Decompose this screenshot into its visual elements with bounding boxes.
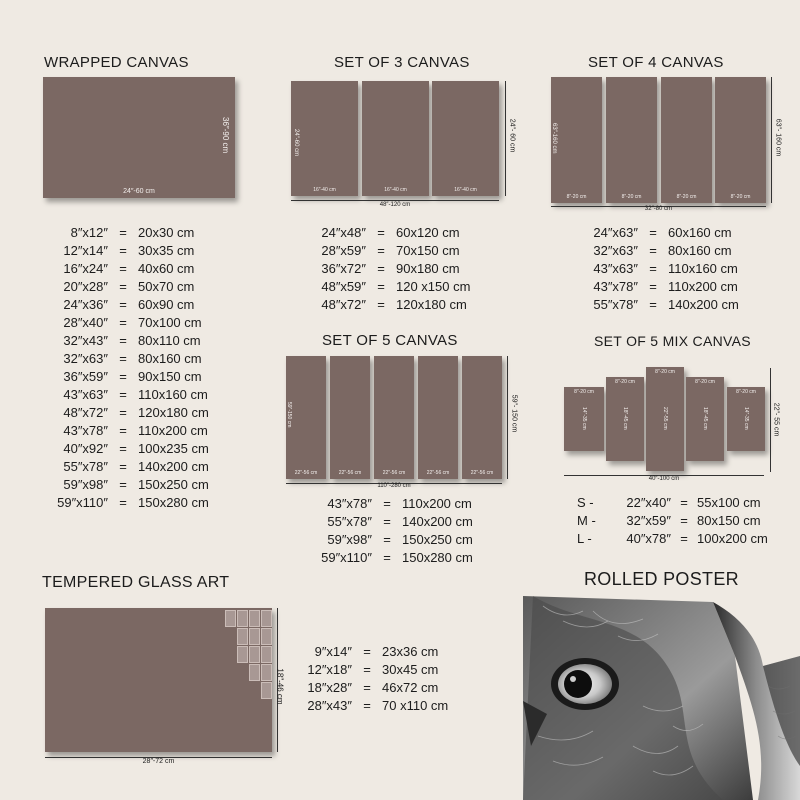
size-row xyxy=(304,643,448,661)
set3-width-label: 48″-120 cm xyxy=(379,202,411,208)
size-inches: 55″x78″ xyxy=(63,459,108,474)
wrapped-canvas-title: WRAPPED CANVAS xyxy=(44,54,189,71)
size-cm: 30x35 cm xyxy=(138,243,195,258)
size-cm: 100x200 cm xyxy=(697,531,768,546)
equals-sign: = xyxy=(377,279,385,294)
size-inches: 43″x78″ xyxy=(593,279,638,294)
size-code: S - xyxy=(577,495,594,510)
size-inches: 12″x14″ xyxy=(63,243,108,258)
size-row xyxy=(590,224,739,242)
size-row xyxy=(318,224,470,242)
size-inches: 16″x24″ xyxy=(63,261,108,276)
size-cm: 30x45 cm xyxy=(382,662,439,677)
size-row xyxy=(304,697,448,715)
size-row xyxy=(56,242,209,260)
equals-sign: = xyxy=(119,315,127,330)
size-cm: 80x160 cm xyxy=(668,243,732,258)
glass-size-list xyxy=(304,643,448,715)
size-inches: 36″x59″ xyxy=(63,369,108,384)
size-row xyxy=(590,296,739,314)
size-cm: 150x250 cm xyxy=(402,532,473,547)
size-cm: 60x120 cm xyxy=(396,225,460,240)
size-inches: 48″x72″ xyxy=(321,297,366,312)
size-row xyxy=(577,494,768,512)
size-row xyxy=(590,242,739,260)
equals-sign: = xyxy=(363,644,371,659)
set4-panel-label: 8″-20 cm xyxy=(730,194,751,200)
set3-width-line xyxy=(291,200,499,201)
set5mix-top-label: 8″-20 cm xyxy=(574,389,594,395)
equals-sign: = xyxy=(680,531,688,546)
set5mix-side-label: 14″-35 cm xyxy=(581,407,587,430)
set4-panel-1 xyxy=(551,77,602,203)
equals-sign: = xyxy=(383,532,391,547)
size-inches: 24″x36″ xyxy=(63,297,108,312)
size-cm: 80x160 cm xyxy=(138,351,202,366)
glass-reflection-tile xyxy=(237,610,248,627)
equals-sign: = xyxy=(383,550,391,565)
size-row xyxy=(56,422,209,440)
size-cm: 140x200 cm xyxy=(402,514,473,529)
size-row xyxy=(56,260,209,278)
size-cm: 110x200 cm xyxy=(138,423,208,438)
size-cm: 100x235 cm xyxy=(138,441,209,456)
set5mix-title: SET OF 5 MIX CANVAS xyxy=(594,333,751,349)
set3-panel-3 xyxy=(432,81,499,196)
size-cm: 70 x110 cm xyxy=(382,698,449,713)
glass-panel xyxy=(45,608,272,752)
set4-width-label: 32″-80 cm xyxy=(644,206,673,212)
size-inches: 43″x63″ xyxy=(593,261,638,276)
equals-sign: = xyxy=(649,297,657,312)
size-inches: 43″x78″ xyxy=(327,496,372,511)
size-inches: 59″x98″ xyxy=(327,532,372,547)
glass-title: TEMPERED GLASS ART xyxy=(42,574,230,591)
set5-panel-4 xyxy=(418,356,458,479)
set5-panel-3 xyxy=(374,356,414,479)
size-cm: 150x280 cm xyxy=(138,495,209,510)
set5-panel-2 xyxy=(330,356,370,479)
size-row xyxy=(56,314,209,332)
size-cm: 70x100 cm xyxy=(138,315,202,330)
size-row xyxy=(314,531,473,549)
set3-height-line xyxy=(505,81,506,196)
size-row xyxy=(314,513,473,531)
size-row xyxy=(318,278,470,296)
set3-height-label: 24″- 60 cm xyxy=(508,118,516,153)
set4-panel-2 xyxy=(606,77,657,203)
set5mix-top-label: 8″-20 cm xyxy=(695,379,715,385)
glass-reflection-tile xyxy=(261,628,272,645)
set5-height-label: 59″- 150 cm xyxy=(510,394,518,433)
size-cm: 55x100 cm xyxy=(697,495,761,510)
size-row xyxy=(56,350,209,368)
wrapped-width-label: 24″-60 cm xyxy=(123,188,155,195)
set3-title: SET OF 3 CANVAS xyxy=(334,54,470,71)
glass-reflection-tile xyxy=(249,610,260,627)
wrapped-size-list xyxy=(56,224,209,512)
equals-sign: = xyxy=(119,387,127,402)
glass-reflection-tile xyxy=(237,628,248,645)
set5mix-side-label: 22″-55 cm xyxy=(662,407,668,430)
set5mix-height-label: 22″- 55 cm xyxy=(772,402,780,437)
set5mix-size-list xyxy=(577,494,768,548)
glass-reflection-tile xyxy=(261,664,272,681)
wrapped-height-label: 36″-90 cm xyxy=(221,117,230,154)
size-cm: 150x280 cm xyxy=(402,550,473,565)
size-cm: 120x180 cm xyxy=(138,405,209,420)
set4-panel-label: 8″-20 cm xyxy=(621,194,642,200)
size-row xyxy=(56,224,209,242)
size-cm: 40x60 cm xyxy=(138,261,195,276)
set3-panel-1 xyxy=(291,81,358,196)
size-inches: 59″x110″ xyxy=(57,495,108,510)
equals-sign: = xyxy=(383,514,391,529)
size-inches: 59″x110″ xyxy=(321,550,372,565)
size-row xyxy=(318,296,470,314)
set3-side-label: 24″-60 cm xyxy=(293,129,299,157)
size-row xyxy=(590,260,739,278)
size-cm: 140x200 cm xyxy=(668,297,739,312)
set5mix-side-label: 14″-35 cm xyxy=(743,407,749,430)
owl-poster-illustration xyxy=(523,596,800,800)
set3-panel-label: 16″-40 cm xyxy=(454,187,477,193)
size-row xyxy=(304,661,448,679)
equals-sign: = xyxy=(119,405,127,420)
equals-sign: = xyxy=(119,423,127,438)
equals-sign: = xyxy=(377,261,385,276)
size-inches: 12″x18″ xyxy=(307,662,352,677)
equals-sign: = xyxy=(119,495,127,510)
equals-sign: = xyxy=(680,513,688,528)
size-inches: 22″x40″ xyxy=(626,495,671,510)
equals-sign: = xyxy=(119,261,127,276)
size-inches: 9″x14″ xyxy=(314,644,352,659)
size-row xyxy=(56,332,209,350)
size-cm: 23x36 cm xyxy=(382,644,439,659)
equals-sign: = xyxy=(363,698,371,713)
size-code: M - xyxy=(577,513,596,528)
size-inches: 55″x78″ xyxy=(593,297,638,312)
size-inches: 32″x63″ xyxy=(63,351,108,366)
size-cm: 110x160 cm xyxy=(138,387,208,402)
set5mix-top-label: 8″-20 cm xyxy=(736,389,756,395)
set5-panel-label: 22″-56 cm xyxy=(426,470,450,476)
size-inches: 32″x59″ xyxy=(626,513,671,528)
set5mix-panel-5 xyxy=(727,387,765,451)
equals-sign: = xyxy=(649,261,657,276)
size-cm: 50x70 cm xyxy=(138,279,195,294)
equals-sign: = xyxy=(377,243,385,258)
size-inches: 55″x78″ xyxy=(327,514,372,529)
size-cm: 80x150 cm xyxy=(697,513,761,528)
size-inches: 36″x72″ xyxy=(321,261,366,276)
size-row xyxy=(56,440,209,458)
set4-height-line xyxy=(771,77,772,203)
size-cm: 120x180 cm xyxy=(396,297,467,312)
set3-panel-label: 16″-40 cm xyxy=(384,187,407,193)
glass-height-label: 18″-46 cm xyxy=(275,668,285,705)
set5-title: SET OF 5 CANVAS xyxy=(322,332,458,349)
wrapped-canvas-panel xyxy=(43,77,235,198)
set4-panel-4 xyxy=(715,77,766,203)
equals-sign: = xyxy=(363,680,371,695)
set5-panel-label: 22″-56 cm xyxy=(338,470,362,476)
set4-size-list xyxy=(590,224,739,314)
glass-reflection-tile xyxy=(249,664,260,681)
equals-sign: = xyxy=(377,297,385,312)
set5mix-panel-4 xyxy=(686,377,724,461)
glass-reflection-tile xyxy=(261,682,272,699)
equals-sign: = xyxy=(119,243,127,258)
equals-sign: = xyxy=(119,225,127,240)
equals-sign: = xyxy=(119,333,127,348)
equals-sign: = xyxy=(119,477,127,492)
size-inches: 40″x78″ xyxy=(626,531,671,546)
size-cm: 110x160 cm xyxy=(668,261,738,276)
size-row xyxy=(56,458,209,476)
set5mix-top-label: 8″-20 cm xyxy=(655,369,675,375)
set5mix-panel-2 xyxy=(606,377,644,461)
size-inches: 48″x59″ xyxy=(321,279,366,294)
equals-sign: = xyxy=(649,243,657,258)
set5mix-width-label: 40″-100 cm xyxy=(648,476,680,482)
size-cm: 70x150 cm xyxy=(396,243,460,258)
equals-sign: = xyxy=(119,297,127,312)
set5-size-list xyxy=(314,495,473,567)
set4-height-label: 63″- 160 cm xyxy=(774,118,782,157)
size-inches: 28″x43″ xyxy=(307,698,352,713)
size-row xyxy=(56,494,209,512)
size-cm: 110x200 cm xyxy=(668,279,738,294)
size-cm: 140x200 cm xyxy=(138,459,209,474)
set3-panel-2 xyxy=(362,81,429,196)
set3-panel-label: 16″-40 cm xyxy=(313,187,336,193)
size-inches: 20″x28″ xyxy=(63,279,108,294)
size-row xyxy=(318,242,470,260)
equals-sign: = xyxy=(119,441,127,456)
size-cm: 120 x150 cm xyxy=(396,279,471,294)
set4-title: SET OF 4 CANVAS xyxy=(588,54,724,71)
size-row xyxy=(590,278,739,296)
set4-panel-label: 8″-20 cm xyxy=(566,194,587,200)
size-inches: 32″x63″ xyxy=(593,243,638,258)
equals-sign: = xyxy=(119,459,127,474)
glass-reflection-tile xyxy=(249,628,260,645)
set4-panel-3 xyxy=(661,77,712,203)
size-inches: 24″x48″ xyxy=(321,225,366,240)
set5mix-height-line xyxy=(770,368,771,472)
set5-height-line xyxy=(507,356,508,479)
size-inches: 18″x28″ xyxy=(307,680,352,695)
equals-sign: = xyxy=(119,351,127,366)
size-row xyxy=(314,495,473,513)
glass-reflection-tile xyxy=(261,646,272,663)
size-cm: 90x180 cm xyxy=(396,261,460,276)
size-row xyxy=(56,404,209,422)
set5mix-panel-1 xyxy=(564,387,604,451)
set5mix-panel-3 xyxy=(646,367,684,471)
set5-panel-label: 22″-56 cm xyxy=(382,470,406,476)
set5-width-label: 110″-280 cm xyxy=(377,483,411,489)
size-cm: 60x160 cm xyxy=(668,225,732,240)
size-row xyxy=(56,278,209,296)
size-inches: 40″x92″ xyxy=(63,441,108,456)
equals-sign: = xyxy=(649,279,657,294)
size-inches: 28″x59″ xyxy=(321,243,366,258)
poster-title: ROLLED POSTER xyxy=(584,569,739,589)
set5-side-label: 59″-150 cm xyxy=(286,402,292,428)
equals-sign: = xyxy=(363,662,371,677)
set3-size-list xyxy=(318,224,470,314)
size-inches: 24″x63″ xyxy=(593,225,638,240)
size-inches: 48″x72″ xyxy=(63,405,108,420)
set4-panel-label: 8″-20 cm xyxy=(676,194,697,200)
glass-reflection-tile xyxy=(249,646,260,663)
size-cm: 20x30 cm xyxy=(138,225,195,240)
size-row xyxy=(56,386,209,404)
size-row xyxy=(318,260,470,278)
glass-reflection-tile xyxy=(225,610,236,627)
size-row xyxy=(56,368,209,386)
equals-sign: = xyxy=(680,495,688,510)
size-cm: 90x150 cm xyxy=(138,369,202,384)
equals-sign: = xyxy=(119,369,127,384)
equals-sign: = xyxy=(377,225,385,240)
equals-sign: = xyxy=(119,279,127,294)
glass-reflection-tile xyxy=(237,646,248,663)
set5mix-top-label: 8″-20 cm xyxy=(615,379,635,385)
size-cm: 60x90 cm xyxy=(138,297,195,312)
size-row xyxy=(56,296,209,314)
size-row xyxy=(577,512,768,530)
size-cm: 46x72 cm xyxy=(382,680,439,695)
size-inches: 43″x63″ xyxy=(63,387,108,402)
size-inches: 32″x43″ xyxy=(63,333,108,348)
size-inches: 43″x78″ xyxy=(63,423,108,438)
set5-panel-1 xyxy=(286,356,326,479)
size-row xyxy=(314,549,473,567)
size-code: L - xyxy=(577,531,592,546)
set5-panel-5 xyxy=(462,356,502,479)
rolled-poster-image xyxy=(523,596,800,800)
size-row xyxy=(56,476,209,494)
equals-sign: = xyxy=(649,225,657,240)
set4-side-label: 63″-160 cm xyxy=(551,123,557,154)
set5-panel-label: 22″-56 cm xyxy=(294,470,318,476)
size-inches: 59″x98″ xyxy=(63,477,108,492)
set5mix-side-label: 18″-45 cm xyxy=(622,407,628,430)
set5mix-side-label: 18″-45 cm xyxy=(702,407,708,430)
set5-panel-label: 22″-56 cm xyxy=(470,470,494,476)
size-inches: 28″x40″ xyxy=(63,315,108,330)
size-cm: 110x200 cm xyxy=(402,496,472,511)
glass-reflection-tile xyxy=(261,610,272,627)
size-cm: 80x110 cm xyxy=(138,333,201,348)
size-inches: 8″x12″ xyxy=(70,225,108,240)
size-row xyxy=(304,679,448,697)
equals-sign: = xyxy=(383,496,391,511)
size-row xyxy=(577,530,768,548)
size-cm: 150x250 cm xyxy=(138,477,209,492)
glass-width-label: 28″-72 cm xyxy=(142,758,175,765)
